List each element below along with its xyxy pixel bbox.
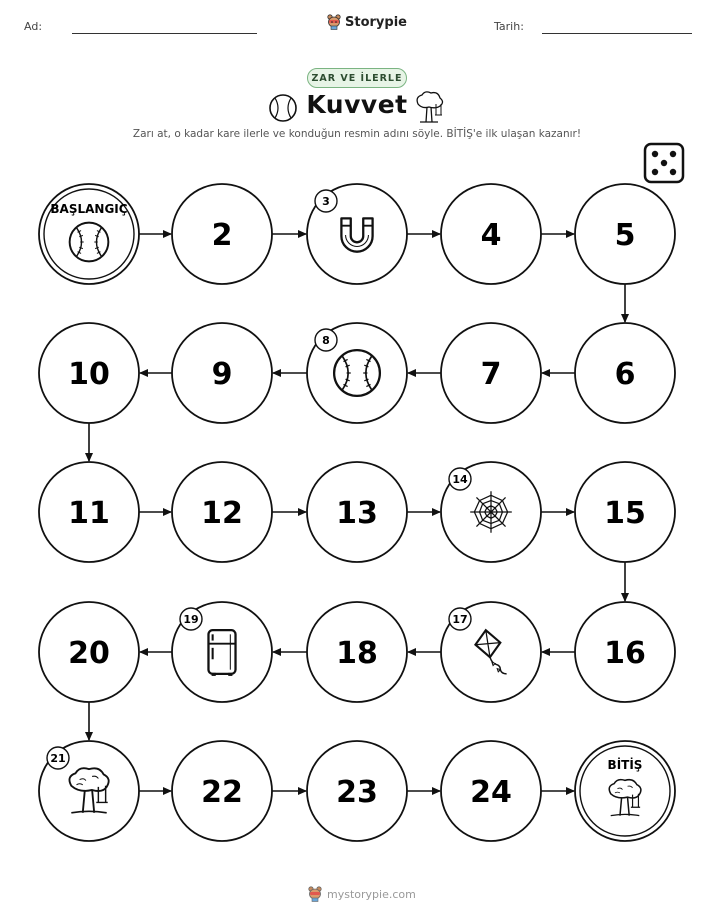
board-cell-1[interactable] <box>39 184 139 284</box>
cell-number: 12 <box>201 496 243 531</box>
refrigerator-icon <box>208 630 235 676</box>
cell-number: 13 <box>336 496 378 531</box>
baseball-icon <box>70 223 109 262</box>
cell-number: 22 <box>201 775 243 810</box>
cell-number: 21 <box>50 752 66 765</box>
storypie-mascot-icon <box>308 886 322 902</box>
name-label: Ad: <box>24 20 43 33</box>
finish-label: BİTİŞ <box>607 758 643 772</box>
board-cell-9[interactable] <box>172 323 272 423</box>
cell-number: 10 <box>68 357 110 392</box>
start-label: BAŞLANGIÇ <box>50 202 128 216</box>
date-label: Tarih: <box>494 20 524 33</box>
footer <box>308 886 416 902</box>
cell-number: 2 <box>211 218 233 253</box>
board-cell-20[interactable] <box>39 602 139 702</box>
board-cell-25[interactable] <box>575 741 675 841</box>
brand-name: Storypie <box>345 14 407 30</box>
cell-number: 19 <box>183 613 199 626</box>
board-cell-17[interactable] <box>441 602 541 702</box>
spider-web-icon <box>470 491 512 533</box>
board-cell-11[interactable] <box>39 462 139 562</box>
board-cell-24[interactable] <box>441 741 541 841</box>
page-title: Kuvvet <box>306 90 408 119</box>
game-type-badge: ZAR VE İLERLE <box>307 68 407 88</box>
cell-number: 23 <box>336 775 378 810</box>
cell-number: 5 <box>614 218 636 253</box>
cell-number: 24 <box>470 775 512 810</box>
cell-number: 11 <box>68 496 110 531</box>
cell-number: 7 <box>480 357 502 392</box>
cell-number: 3 <box>322 195 330 208</box>
board-cell-16[interactable] <box>575 602 675 702</box>
instructions-text: Zarı at, o kadar kare ilerle ve konduğun resmin adını söyle. BİTİŞ'e ilk ulaşan kazanır! <box>132 128 582 140</box>
board-cell-10[interactable] <box>39 323 139 423</box>
board-cell-2[interactable] <box>172 184 272 284</box>
cell-number: 8 <box>322 334 330 347</box>
board-cell-4[interactable] <box>441 184 541 284</box>
board-cell-8[interactable] <box>307 323 407 423</box>
cell-number: 16 <box>604 636 646 671</box>
cell-number: 15 <box>604 496 646 531</box>
cell-number: 4 <box>480 218 502 253</box>
board-cell-3[interactable] <box>307 184 407 284</box>
board-cell-22[interactable] <box>172 741 272 841</box>
cell-number: 6 <box>614 357 636 392</box>
board-cell-14[interactable] <box>441 462 541 562</box>
board-cell-6[interactable] <box>575 323 675 423</box>
footer-url: mystorypie.com <box>327 887 416 901</box>
board-cell-15[interactable] <box>575 462 675 562</box>
baseball-icon <box>334 350 380 396</box>
board-cell-19[interactable] <box>172 602 272 702</box>
board-cell-7[interactable] <box>441 323 541 423</box>
cell-number: 17 <box>452 613 468 626</box>
board-cell-13[interactable] <box>307 462 407 562</box>
board-cell-5[interactable] <box>575 184 675 284</box>
board-cell-21[interactable] <box>39 741 139 841</box>
cell-number: 20 <box>68 636 110 671</box>
board-cell-23[interactable] <box>307 741 407 841</box>
board-cell-12[interactable] <box>172 462 272 562</box>
cell-number: 9 <box>211 357 233 392</box>
cell-number: 14 <box>452 473 468 486</box>
cell-number: 18 <box>336 636 378 671</box>
board-cell-18[interactable] <box>307 602 407 702</box>
